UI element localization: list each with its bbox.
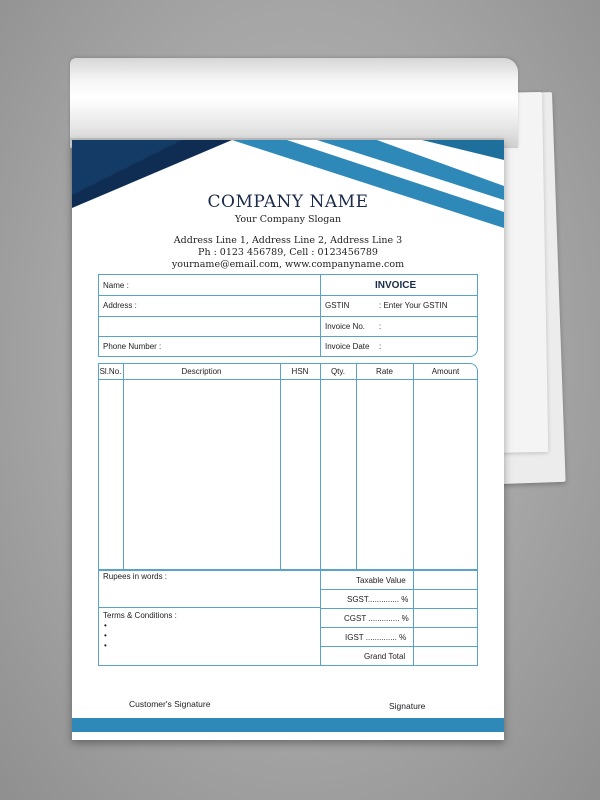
company-web: yourname@email.com, www.companyname.com <box>171 259 405 270</box>
igst-label: IGST .............. % <box>345 633 407 642</box>
bottom-color-bar <box>72 718 504 732</box>
column-header-slno: Sl.No. <box>99 367 122 376</box>
info-box-line <box>98 295 478 296</box>
gstin-label: GSTIN <box>325 301 350 310</box>
taxable-value-label: Taxable Value <box>356 576 406 585</box>
invoice-number-separator: : <box>379 322 382 331</box>
terms-label: Terms & Conditions : <box>103 611 177 620</box>
footer-line <box>320 608 478 609</box>
footer-divider <box>320 570 321 666</box>
invoice-title: INVOICE <box>375 280 417 291</box>
name-label: Name : <box>103 281 129 290</box>
invoice-number-label: Invoice No. <box>325 322 366 331</box>
customer-signature-label: Customer's Signature <box>129 699 211 709</box>
footer-line <box>320 646 478 647</box>
footer-line <box>98 607 320 608</box>
signature-label: Signature <box>389 701 426 711</box>
company-address: Address Line 1, Address Line 2, Address Line 3 <box>173 235 403 246</box>
info-box-line <box>98 316 478 317</box>
invoice-sheet <box>72 140 504 740</box>
column-divider <box>356 363 357 570</box>
grand-total-label: Grand Total <box>364 652 406 661</box>
column-divider <box>413 363 414 570</box>
column-divider <box>320 363 321 570</box>
company-name: COMPANY NAME <box>207 192 369 212</box>
info-box-line <box>98 336 478 337</box>
phone-number-label: Phone Number : <box>103 342 162 351</box>
blue-stripe-3 <box>422 140 504 160</box>
items-table-header-line <box>98 379 478 380</box>
company-slogan: Your Company Slogan <box>234 214 342 225</box>
column-header-qty: Qty. <box>330 367 346 376</box>
footer-line <box>320 627 478 628</box>
sgst-label: SGST.............. % <box>347 595 409 604</box>
company-phone: Ph : 0123 456789, Cell : 0123456789 <box>198 247 378 258</box>
rupees-in-words-label: Rupees in words : <box>103 572 168 581</box>
invoice-date-label: Invoice Date <box>325 342 370 351</box>
terms-bullet: • <box>104 641 107 650</box>
footer-divider <box>413 570 414 666</box>
terms-bullet: • <box>104 621 107 630</box>
footer-line <box>320 589 478 590</box>
column-divider <box>280 363 281 570</box>
cgst-label: CGST .............. % <box>344 614 409 623</box>
terms-bullet: • <box>104 631 107 640</box>
invoice-date-separator: : <box>379 342 382 351</box>
column-header-amount: Amount <box>431 367 460 376</box>
column-header-hsn: HSN <box>291 367 309 376</box>
column-header-rate: Rate <box>376 367 393 376</box>
address-label: Address : <box>103 301 137 310</box>
column-header-description: Description <box>181 367 222 376</box>
items-table <box>98 363 478 570</box>
gstin-value: : Enter Your GSTIN <box>379 301 448 310</box>
column-divider <box>123 363 124 570</box>
rolled-paper <box>70 58 518 148</box>
